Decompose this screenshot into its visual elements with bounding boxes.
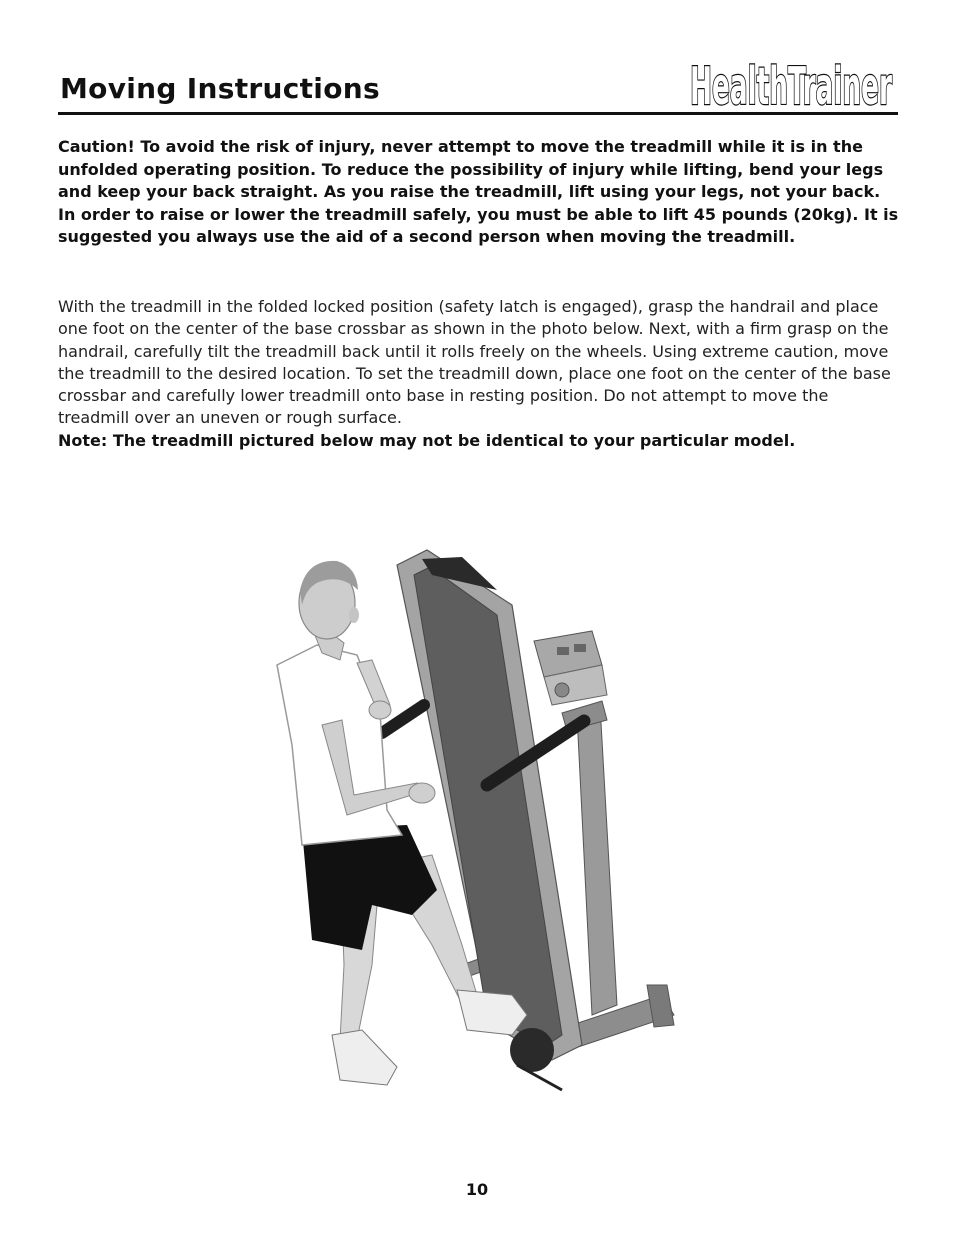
page-header [58,50,898,116]
moving-treadmill-photo [262,545,692,1110]
caution-paragraph: Caution! To avoid the risk of injury, never attempt to move the treadmill while it is in the unfolded operating position. To reduce the possibility of injury while lifting, bend your legs and keep your back straight. As you raise the treadmill, lift using your legs, not your back. In order to raise or lower the treadmill safely, you must be able to lift 45 pounds (20kg). It is suggested you always use the aid of a second person when moving the treadmill. [58,137,899,247]
instructions-text: With the treadmill in the folded locked position (safety latch is engaged), grasp the handrail and place one foot on the center of the base crossbar as shown in the photo below. Next, with a firm grasp on the handrail, carefully tilt the treadmill back until it rolls freely on the wheels. Using extreme caution, move the treadmill to the desired location. To set the treadmill down, place one foot on the center of the base crossbar and carefully lower treadmill onto base in resting position. Do not attempt to move the treadmill over an uneven or rough surface. [58,297,891,428]
page-title: Moving Instructions [60,72,380,105]
logo-text: HealthTrainer [690,57,892,108]
instructions-paragraph [58,296,903,452]
header-rule [58,112,898,115]
healthtrainer-logo [686,50,898,108]
model-note: Note: The treadmill pictured below may not be identical to your particular model. [58,430,796,450]
page-number: 10 [465,1180,489,1199]
